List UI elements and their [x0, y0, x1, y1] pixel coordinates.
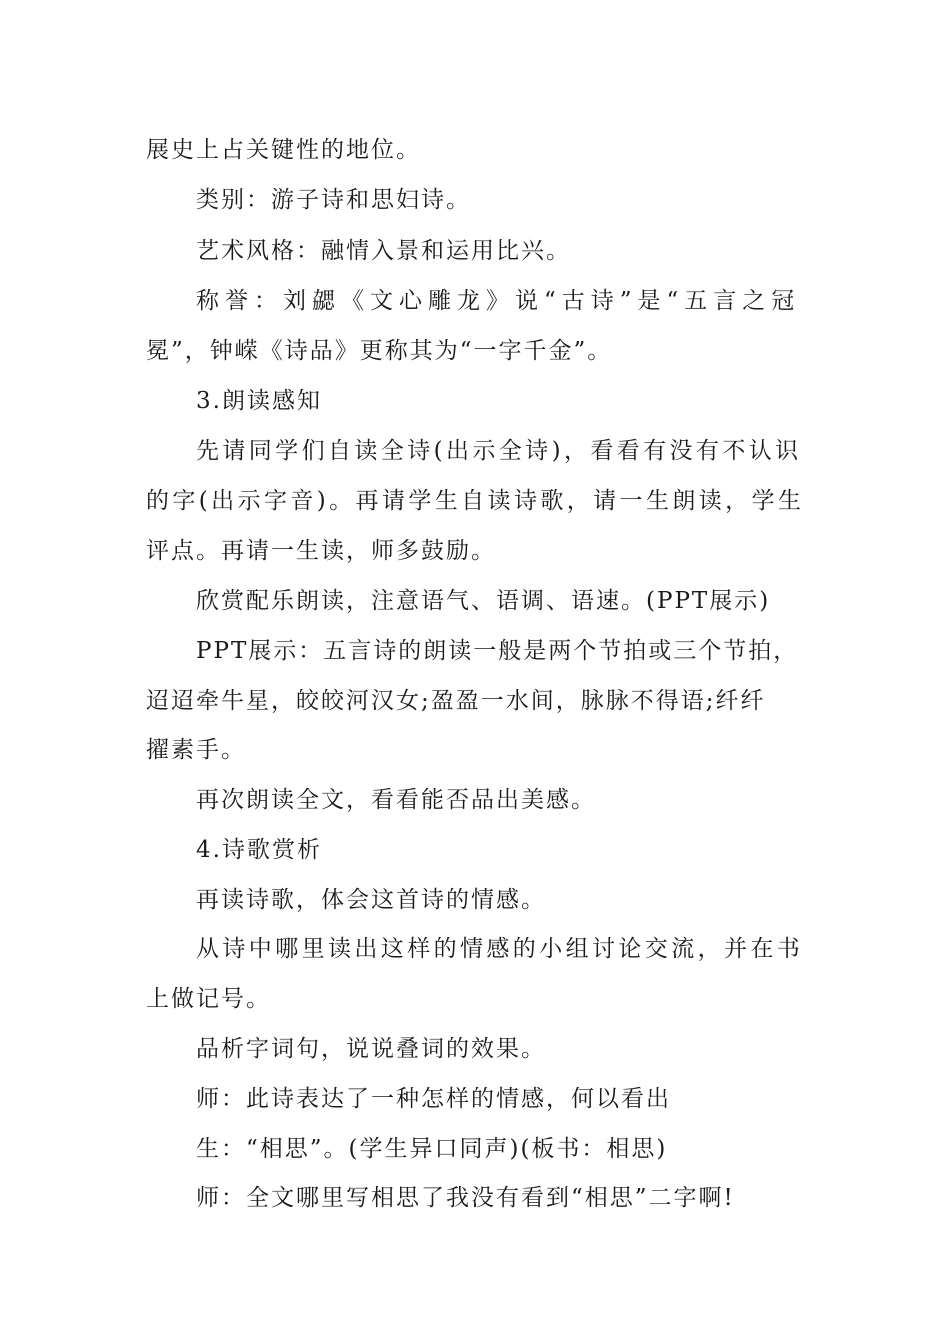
text-line: 师：此诗表达了一种怎样的情感，何以看出: [196, 1086, 671, 1112]
text-line: 师：全文哪里写相思了我没有看到“相思”二字啊!: [196, 1185, 735, 1211]
text-line: 艺术风格：融情入景和运用比兴。: [196, 238, 571, 264]
text-line: 再读诗歌，体会这首诗的情感。: [196, 887, 546, 913]
text-line: 的字(出示字音)。再请学生自读诗歌，请一生朗读，学生: [146, 488, 805, 514]
section-heading: 3.朗读感知: [196, 388, 322, 414]
text-line: 品析字词句，说说叠词的效果。: [196, 1036, 546, 1062]
text-line: 冕”，钟嵘《诗品》更称其为“一字千金”。: [146, 338, 613, 364]
text-line: PPT展示：五言诗的朗读一般是两个节拍或三个节拍，: [196, 638, 799, 664]
text-line: 先请同学们自读全诗(出示全诗)，看看有没有不认识: [196, 438, 802, 464]
text-line: 称誉：刘勰《文心雕龙》说“古诗”是“五言之冠: [196, 288, 801, 314]
text-line: 再次朗读全文，看看能否品出美感。: [196, 787, 596, 813]
section-heading: 4.诗歌赏析: [196, 837, 322, 863]
text-line: 类别：游子诗和思妇诗。: [196, 187, 471, 213]
text-line: 擢素手。: [146, 737, 246, 763]
text-line: 展史上占关键性的地位。: [146, 137, 421, 163]
text-line: 生：“相思”。(学生异口同声)(板书：相思): [196, 1136, 668, 1162]
text-line: 欣赏配乐朗读，注意语气、语调、语速。(PPT展示): [196, 588, 771, 614]
text-line: 迢迢牵牛星，皎皎河汉女;盈盈一水间，脉脉不得语;纤纤: [146, 688, 766, 714]
text-line: 从诗中哪里读出这样的情感的小组讨论交流，并在书: [196, 936, 804, 962]
text-line: 评点。再请一生读，师多鼓励。: [146, 538, 496, 564]
text-line: 上做记号。: [146, 986, 271, 1012]
